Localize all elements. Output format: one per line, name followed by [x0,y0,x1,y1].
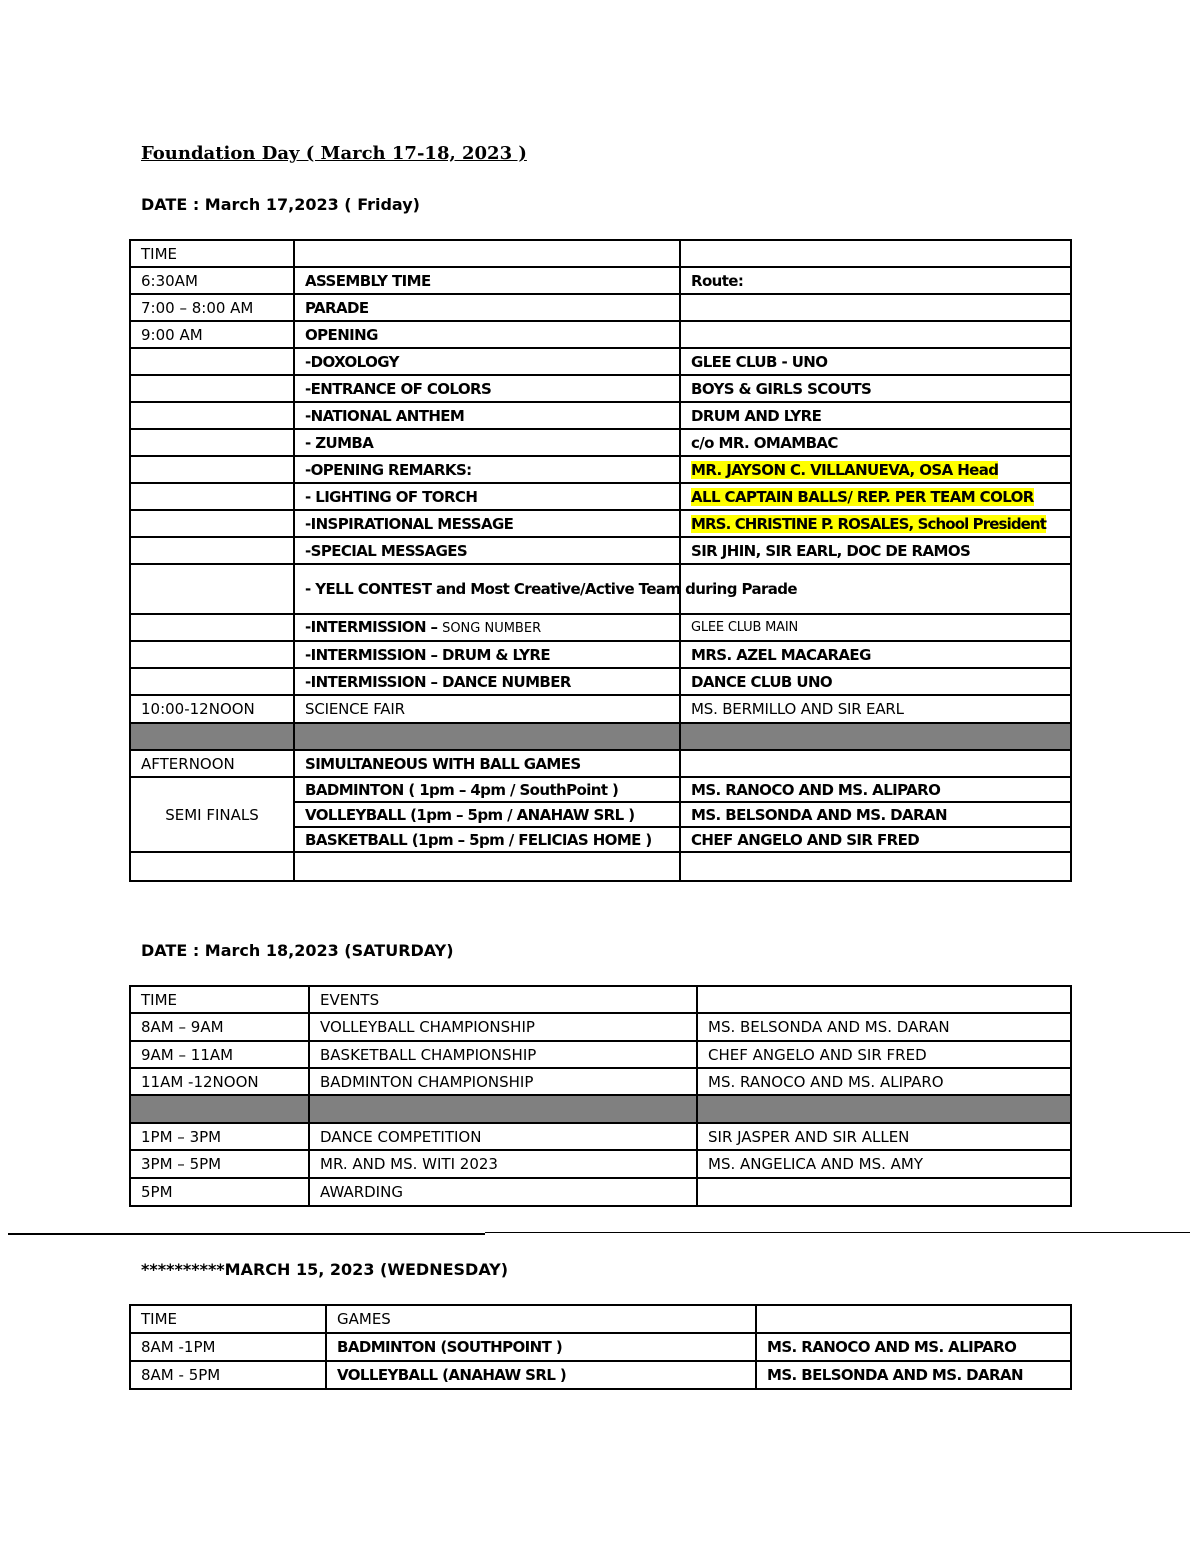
person-cell [756,1305,1071,1333]
table-row [130,1305,1071,1333]
time-cell [130,429,294,456]
time-cell [130,852,294,881]
person-cell: DRUM AND LYRE [680,402,1071,429]
event-cell: -INTERMISSION – DANCE NUMBER [294,668,680,695]
break-row [130,1095,1071,1123]
table-row [130,240,1071,267]
time-cell: 8AM - 5PM [130,1361,326,1389]
table-row [130,668,1071,695]
break-row [130,723,1071,750]
person-cell [697,986,1071,1013]
person-cell [680,510,1071,537]
table-row [130,402,1071,429]
time-cell: 9AM – 11AM [130,1041,309,1068]
time-cell [130,723,294,750]
person-cell [680,240,1071,267]
day2-heading: DATE : March 18,2023 (SATURDAY) [141,941,454,960]
time-cell: TIME [130,240,294,267]
table-row [130,986,1071,1013]
day1-heading: DATE : March 17,2023 ( Friday) [141,195,420,214]
person-cell: GLEE CLUB - UNO [680,348,1071,375]
table-row [130,348,1071,375]
time-cell [130,641,294,668]
table-row [130,614,1071,641]
event-cell: -INSPIRATIONAL MESSAGE [294,510,680,537]
page-title: Foundation Day ( March 17-18, 2023 ) [141,143,527,164]
person-cell: GLEE CLUB MAIN [680,614,1071,641]
event-cell: AWARDING [309,1178,697,1206]
divider-line [485,1232,1190,1233]
event-cell: -NATIONAL ANTHEM [294,402,680,429]
event-cell: -ENTRANCE OF COLORS [294,375,680,402]
day0-heading: **********MARCH 15, 2023 (WEDNESDAY) [141,1260,509,1279]
person-cell: CHEF ANGELO AND SIR FRED [680,827,1071,852]
table-row [130,375,1071,402]
table-row [130,1178,1071,1206]
time-cell: TIME [130,1305,326,1333]
event-cell [294,852,680,881]
person-cell: Route: [680,267,1071,294]
person-cell: MS. RANOCO AND MS. ALIPARO [697,1068,1071,1095]
event-cell [294,240,680,267]
person-cell: SIR JHIN, SIR EARL, DOC DE RAMOS [680,537,1071,564]
divider-line [8,1233,485,1235]
table-row [130,429,1071,456]
time-cell: 7:00 – 8:00 AM [130,294,294,321]
time-cell [130,375,294,402]
event-cell: BASKETBALL (1pm – 5pm / FELICIAS HOME ) [294,827,680,852]
event-cell: -INTERMISSION – DRUM & LYRE [294,641,680,668]
table-row [130,695,1071,723]
event-sublabel: SONG NUMBER [442,620,542,636]
event-cell: EVENTS [309,986,697,1013]
time-cell: 8AM – 9AM [130,1013,309,1041]
event-cell [309,1095,697,1123]
time-cell [130,456,294,483]
event-cell: BASKETBALL CHAMPIONSHIP [309,1041,697,1068]
day1-schedule-table [129,239,1072,882]
time-cell [130,614,294,641]
time-cell: AFTERNOON [130,750,294,777]
event-cell: - LIGHTING OF TORCH [294,483,680,510]
event-cell: VOLLEYBALL (ANAHAW SRL ) [326,1361,756,1389]
event-cell: BADMINTON CHAMPIONSHIP [309,1068,697,1095]
table-row [130,641,1071,668]
time-cell: 1PM – 3PM [130,1123,309,1150]
table-row [130,852,1071,881]
event-cell: GAMES [326,1305,756,1333]
time-cell [130,1095,309,1123]
event-cell [294,614,680,641]
person-cell: BOYS & GIRLS SCOUTS [680,375,1071,402]
event-cell: -DOXOLOGY [294,348,680,375]
table-row [130,1150,1071,1178]
table-row [130,537,1071,564]
event-cell: ASSEMBLY TIME [294,267,680,294]
person-cell [697,1095,1071,1123]
highlighted-text: ALL CAPTAIN BALLS/ REP. PER TEAM COLOR [691,487,1034,506]
event-cell: -SPECIAL MESSAGES [294,537,680,564]
day0-schedule-table [129,1304,1072,1390]
person-cell: MS. BELSONDA AND MS. DARAN [756,1361,1071,1389]
event-cell: - YELL CONTEST and Most Creative/Active Team during Parade [294,564,680,614]
time-cell [130,564,294,614]
person-cell [680,456,1071,483]
person-cell: CHEF ANGELO AND SIR FRED [697,1041,1071,1068]
person-cell [680,321,1071,348]
event-cell: -OPENING REMARKS: [294,456,680,483]
table-row [130,1013,1071,1041]
time-cell: 8AM -1PM [130,1333,326,1361]
table-row [130,321,1071,348]
table-row [130,1361,1071,1389]
event-cell: BADMINTON ( 1pm – 4pm / SouthPoint ) [294,777,680,802]
person-cell [697,1178,1071,1206]
time-cell: 3PM – 5PM [130,1150,309,1178]
table-row [130,267,1071,294]
event-cell [294,723,680,750]
highlighted-text: MRS. CHRISTINE P. ROSALES, School President [691,514,1046,533]
table-row [130,777,1071,802]
time-cell [130,668,294,695]
time-cell [130,510,294,537]
event-cell: MR. AND MS. WITI 2023 [309,1150,697,1178]
person-cell [680,750,1071,777]
person-cell: DANCE CLUB UNO [680,668,1071,695]
event-cell: SCIENCE FAIR [294,695,680,723]
table-row [130,564,1071,614]
semi-finals-cell: SEMI FINALS [130,777,294,852]
event-cell: DANCE COMPETITION [309,1123,697,1150]
event-label: -INTERMISSION – [305,617,443,636]
time-cell: 9:00 AM [130,321,294,348]
time-cell: 11AM -12NOON [130,1068,309,1095]
person-cell: MS. RANOCO AND MS. ALIPARO [756,1333,1071,1361]
person-cell [680,294,1071,321]
time-cell: 6:30AM [130,267,294,294]
table-row [130,510,1071,537]
person-cell: c/o MR. OMAMBAC [680,429,1071,456]
time-cell [130,537,294,564]
table-row [130,1068,1071,1095]
person-cell: MS. ANGELICA AND MS. AMY [697,1150,1071,1178]
person-cell: MS. RANOCO AND MS. ALIPARO [680,777,1071,802]
event-cell: VOLLEYBALL CHAMPIONSHIP [309,1013,697,1041]
table-row [130,483,1071,510]
person-cell: MRS. AZEL MACARAEG [680,641,1071,668]
event-cell: VOLLEYBALL (1pm – 5pm / ANAHAW SRL ) [294,802,680,827]
person-cell: MS. BELSONDA AND MS. DARAN [697,1013,1071,1041]
event-cell: SIMULTANEOUS WITH BALL GAMES [294,750,680,777]
table-row [130,1041,1071,1068]
day2-schedule-table [129,985,1072,1207]
time-cell: 5PM [130,1178,309,1206]
time-cell [130,483,294,510]
table-row [130,456,1071,483]
time-cell: 10:00-12NOON [130,695,294,723]
table-row [130,1333,1071,1361]
event-cell: OPENING [294,321,680,348]
person-cell: MS. BELSONDA AND MS. DARAN [680,802,1071,827]
event-cell: BADMINTON (SOUTHPOINT ) [326,1333,756,1361]
time-cell [130,402,294,429]
event-cell: PARADE [294,294,680,321]
person-cell [680,723,1071,750]
person-cell: SIR JASPER AND SIR ALLEN [697,1123,1071,1150]
person-cell: MS. BERMILLO AND SIR EARL [680,695,1071,723]
person-cell [680,483,1071,510]
person-cell [680,852,1071,881]
table-row [130,294,1071,321]
highlighted-text: MR. JAYSON C. VILLANUEVA, OSA Head [691,460,999,479]
event-cell: - ZUMBA [294,429,680,456]
table-row [130,750,1071,777]
time-cell: TIME [130,986,309,1013]
time-cell [130,348,294,375]
table-row [130,1123,1071,1150]
